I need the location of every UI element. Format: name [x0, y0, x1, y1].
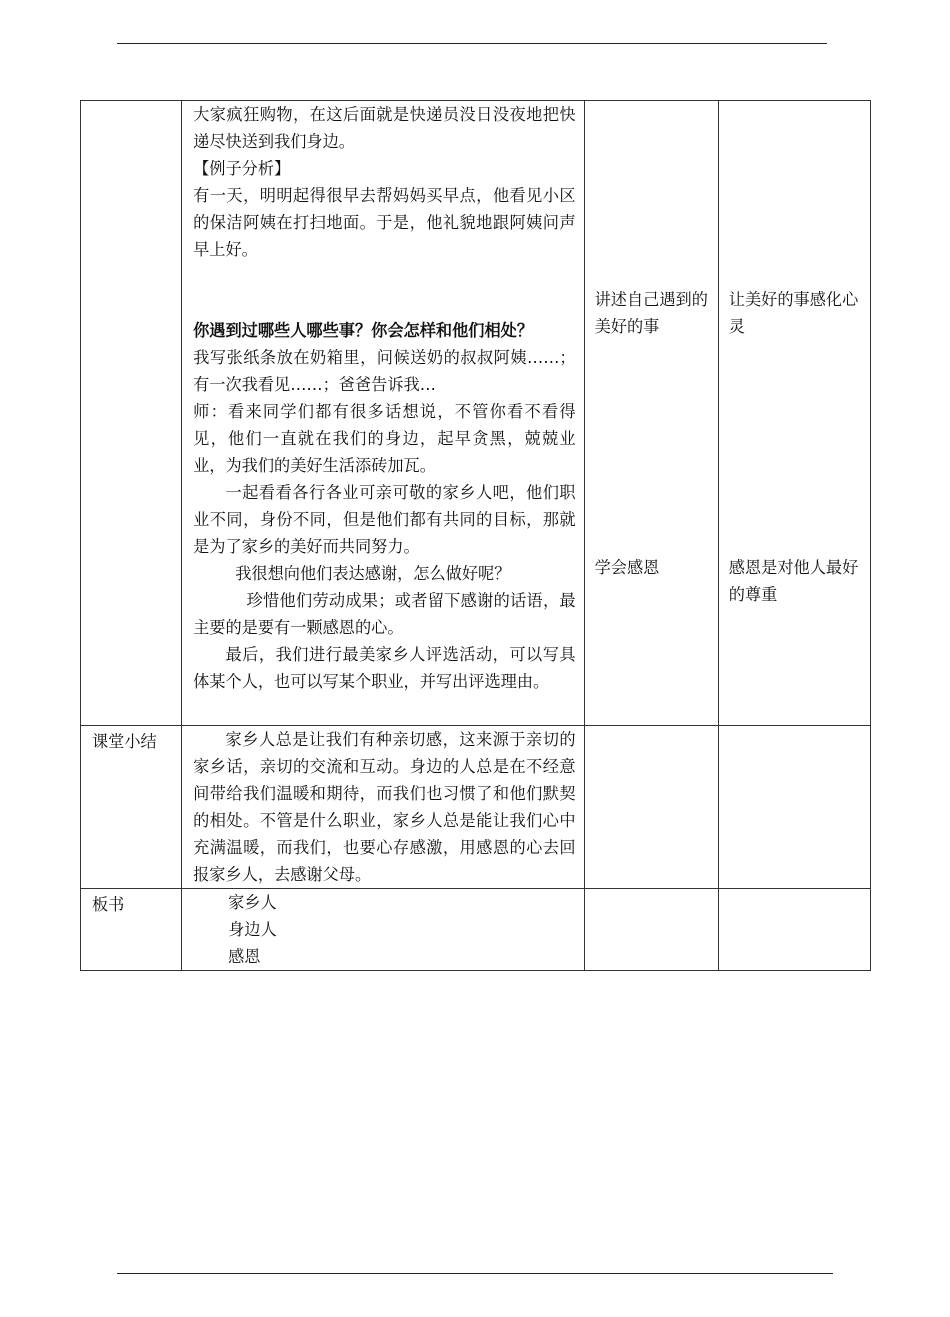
header-rule [117, 43, 827, 44]
board-label: 板书 [92, 895, 125, 914]
board-line: 身边人 [228, 920, 277, 939]
process-content-cell [182, 101, 585, 726]
summary-activity-cell [584, 726, 718, 889]
student-activity-2: 学会感恩 [594, 558, 660, 577]
content-paragraph: 师：看来同学们都有很多话想说，不管你看不看得见，他们一直就在我们的身边，起早贪黑，兢兢业业，为我们的美好生活添砖加瓦。 [193, 402, 576, 475]
footer-rule [117, 1273, 833, 1274]
student-activity-cell [584, 101, 718, 726]
content-paragraph: 一起看看各行各业可亲可敬的家乡人吧，他们职业不同，身份不同，但是他们都有共同的目标，那就是为了家乡的美好而共同努力。 [193, 483, 576, 556]
summary-label: 课堂小结 [92, 732, 157, 751]
board-row [81, 889, 871, 971]
content-paragraph: 珍惜他们劳动成果；或者留下感谢的话语，最主要的是要有一颗感恩的心。 [193, 591, 576, 637]
content-paragraph: 有一天，明明起得很早去帮妈妈买早点，他看见小区的保洁阿姨在打扫地面。于是，他礼貌地跟阿姨问声早上好。 [193, 186, 576, 259]
process-label-cell [81, 101, 182, 726]
design-intent-1: 让美好的事感化心灵 [728, 290, 859, 336]
board-activity-cell [584, 889, 718, 971]
summary-content-cell [182, 726, 585, 889]
lesson-plan-table [80, 100, 871, 971]
board-intent-cell [718, 889, 870, 971]
content-paragraph: 最后，我们进行最美家乡人评选活动，可以写具体某个人，也可以写某个职业，并写出评选理由。 [193, 645, 576, 691]
design-intent-2: 感恩是对他人最好的尊重 [728, 558, 859, 604]
process-row [81, 101, 871, 726]
content-paragraph: 大家疯狂购物，在这后面就是快递员没日没夜地把快递尽快送到我们身边。 [193, 105, 576, 151]
content-paragraph: 我写张纸条放在奶箱里，问候送奶的叔叔阿姨……；有一次我看见……；爸爸告诉我… [193, 348, 576, 394]
board-line: 家乡人 [228, 893, 277, 912]
content-paragraph: 我很想向他们表达感谢，怎么做好呢？ [235, 564, 511, 583]
summary-label-cell [81, 726, 182, 889]
summary-row [81, 726, 871, 889]
design-intent-cell [718, 101, 870, 726]
board-content-cell [182, 889, 585, 971]
board-label-cell [81, 889, 182, 971]
student-activity-1: 讲述自己遇到的美好的事 [594, 290, 708, 336]
discussion-question: 你遇到过哪些人哪些事？你会怎样和他们相处？ [193, 321, 534, 340]
summary-intent-cell [718, 726, 870, 889]
summary-text: 家乡人总是让我们有种亲切感，这来源于亲切的家乡话，亲切的交流和互动。身边的人总是在不经意间带给我们温暖和期待，而我们也习惯了和他们默契的相处。不管是什么职业，家乡人总是能让我们心中充满温暖，而我们，也要心存感激，用感恩的心去回报家乡人，去感谢父母。 [193, 730, 576, 884]
example-heading: 【例子分析】 [193, 159, 291, 178]
board-line: 感恩 [228, 947, 261, 966]
